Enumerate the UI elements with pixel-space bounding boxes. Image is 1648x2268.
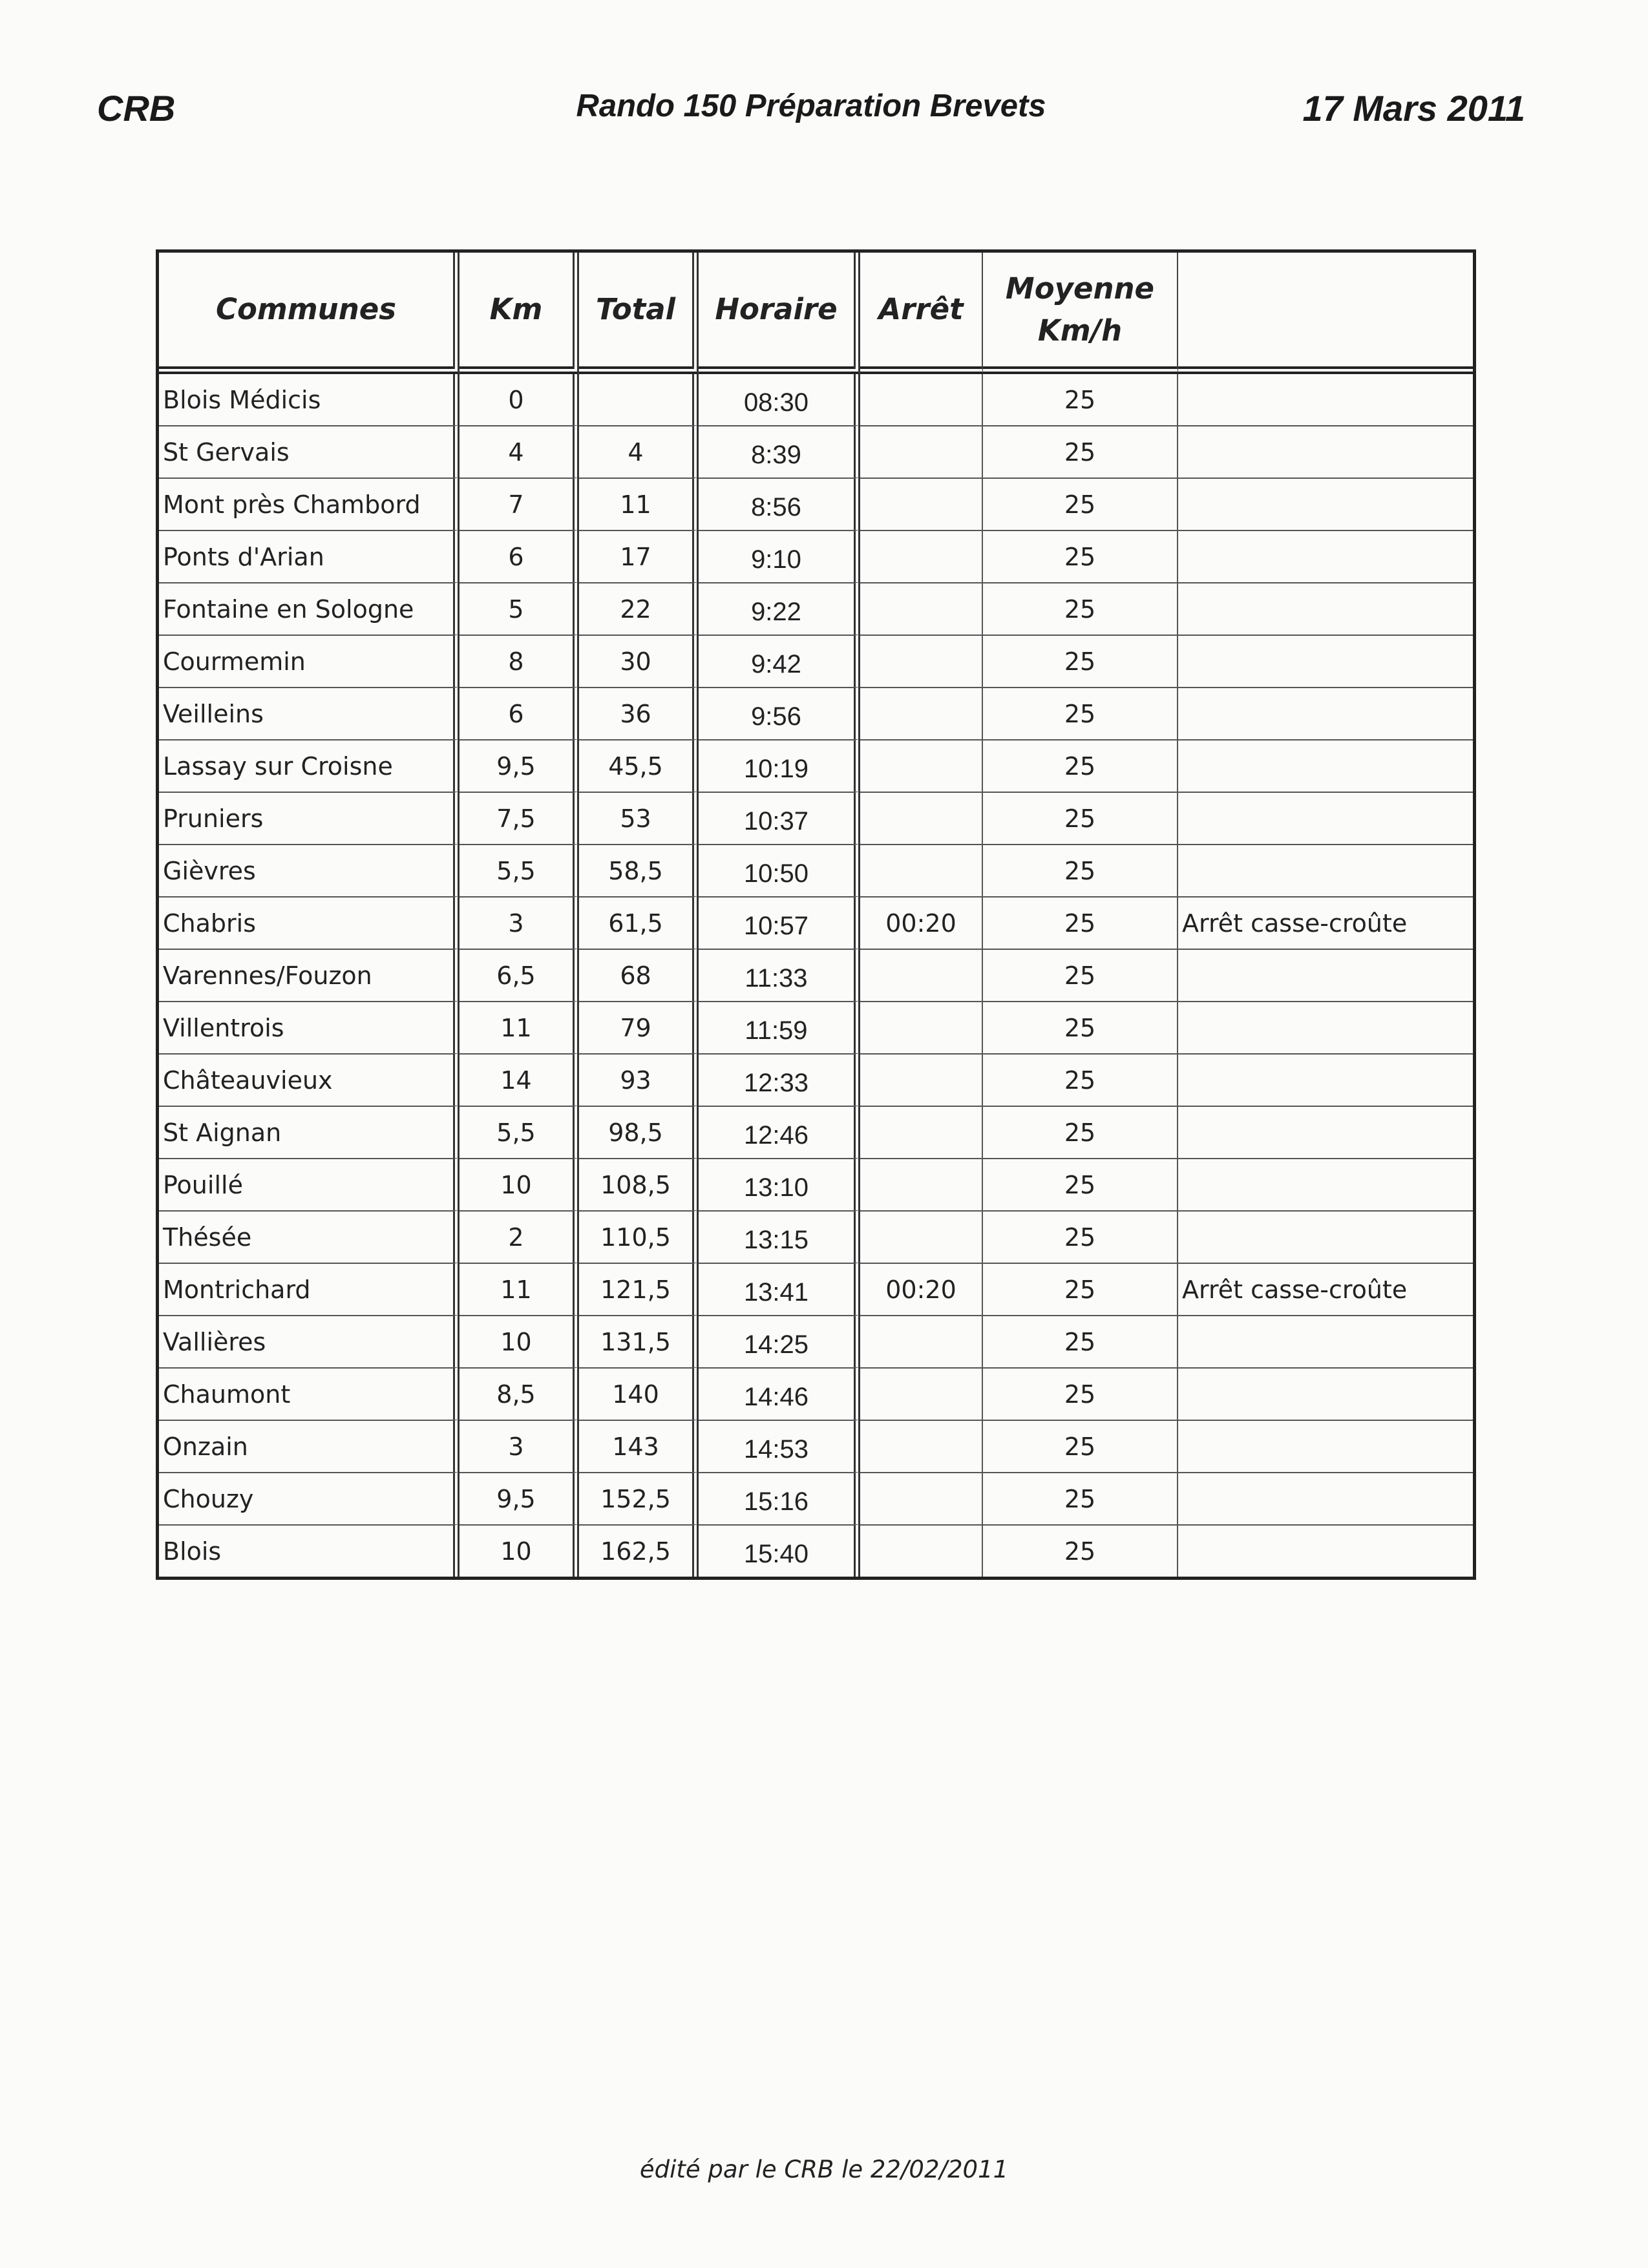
- cell-horaire: 08:30: [699, 374, 860, 425]
- cell-horaire: 10:57: [699, 896, 860, 949]
- cell-moyenne: 25: [983, 687, 1178, 739]
- cell-note: [1178, 792, 1473, 844]
- organization-name: CRB: [97, 88, 176, 129]
- cell-arret: [860, 1158, 983, 1210]
- cell-moyenne: 25: [983, 582, 1178, 635]
- cell-moyenne: 25: [983, 896, 1178, 949]
- cell-horaire: 9:10: [699, 530, 860, 582]
- cell-note: [1178, 635, 1473, 687]
- cell-arret: [860, 949, 983, 1001]
- cell-total: 162,5: [579, 1524, 699, 1577]
- cell-total: 121,5: [579, 1263, 699, 1315]
- table-row: [159, 1263, 1473, 1315]
- cell-horaire: 14:53: [699, 1420, 860, 1472]
- column-header-note: [1178, 253, 1473, 374]
- cell-km: 10: [460, 1315, 579, 1367]
- cell-moyenne: 25: [983, 1367, 1178, 1420]
- cell-moyenne: 25: [983, 792, 1178, 844]
- cell-moyenne: 25: [983, 739, 1178, 792]
- cell-horaire: 13:15: [699, 1210, 860, 1263]
- cell-arret: [860, 1053, 983, 1106]
- column-header-arret: Arrêt: [860, 253, 983, 374]
- cell-total: 131,5: [579, 1315, 699, 1367]
- cell-arret: [860, 844, 983, 896]
- cell-horaire: 9:42: [699, 635, 860, 687]
- cell-arret: [860, 1367, 983, 1420]
- cell-total: 22: [579, 582, 699, 635]
- cell-note: Arrêt casse-croûte: [1178, 896, 1473, 949]
- cell-note: [1178, 1524, 1473, 1577]
- cell-moyenne: 25: [983, 1158, 1178, 1210]
- table-header-row: [159, 253, 1473, 374]
- column-header-moyenne-line2: Km/h: [1037, 313, 1123, 348]
- cell-note: [1178, 425, 1473, 478]
- table-row: [159, 792, 1473, 844]
- cell-total: 110,5: [579, 1210, 699, 1263]
- table-row: [159, 478, 1473, 530]
- cell-commune: Vallières: [159, 1315, 460, 1367]
- table-row: [159, 687, 1473, 739]
- cell-note: [1178, 1210, 1473, 1263]
- cell-km: 0: [460, 374, 579, 425]
- cell-arret: 00:20: [860, 1263, 983, 1315]
- cell-note: [1178, 739, 1473, 792]
- cell-moyenne: 25: [983, 1106, 1178, 1158]
- cell-note: [1178, 478, 1473, 530]
- cell-km: 6,5: [460, 949, 579, 1001]
- table-row: [159, 530, 1473, 582]
- cell-arret: [860, 635, 983, 687]
- cell-arret: [860, 582, 983, 635]
- cell-total: [579, 374, 699, 425]
- cell-horaire: 9:22: [699, 582, 860, 635]
- column-header-moyenne-line1: Moyenne: [1005, 271, 1155, 306]
- cell-horaire: 8:39: [699, 425, 860, 478]
- cell-arret: [860, 425, 983, 478]
- cell-km: 10: [460, 1158, 579, 1210]
- cell-km: 3: [460, 1420, 579, 1472]
- table-row: [159, 896, 1473, 949]
- cell-note: [1178, 530, 1473, 582]
- cell-horaire: 12:46: [699, 1106, 860, 1158]
- cell-total: 93: [579, 1053, 699, 1106]
- table-row: [159, 635, 1473, 687]
- table-row: [159, 1420, 1473, 1472]
- cell-total: 143: [579, 1420, 699, 1472]
- document-title: Rando 150 Préparation Brevets: [576, 89, 1046, 123]
- cell-km: 11: [460, 1263, 579, 1315]
- cell-horaire: 10:19: [699, 739, 860, 792]
- cell-moyenne: 25: [983, 1472, 1178, 1524]
- cell-commune: Blois: [159, 1524, 460, 1577]
- cell-km: 2: [460, 1210, 579, 1263]
- table-row: [159, 739, 1473, 792]
- cell-note: [1178, 1053, 1473, 1106]
- cell-arret: [860, 1315, 983, 1367]
- table-body: [159, 374, 1473, 1577]
- cell-note: [1178, 1420, 1473, 1472]
- table-row: [159, 1158, 1473, 1210]
- cell-commune: Mont près Chambord: [159, 478, 460, 530]
- cell-horaire: 12:33: [699, 1053, 860, 1106]
- cell-arret: [860, 1001, 983, 1053]
- cell-moyenne: 25: [983, 1210, 1178, 1263]
- cell-km: 10: [460, 1524, 579, 1577]
- cell-moyenne: 25: [983, 1315, 1178, 1367]
- cell-km: 8,5: [460, 1367, 579, 1420]
- table-row: [159, 582, 1473, 635]
- cell-total: 17: [579, 530, 699, 582]
- cell-total: 98,5: [579, 1106, 699, 1158]
- cell-arret: [860, 1420, 983, 1472]
- cell-total: 36: [579, 687, 699, 739]
- cell-note: [1178, 1367, 1473, 1420]
- cell-arret: [860, 530, 983, 582]
- cell-horaire: 11:33: [699, 949, 860, 1001]
- cell-commune: Lassay sur Croisne: [159, 739, 460, 792]
- event-date: 17 Mars 2011: [1302, 88, 1525, 129]
- cell-arret: [860, 478, 983, 530]
- cell-moyenne: 25: [983, 1420, 1178, 1472]
- cell-total: 152,5: [579, 1472, 699, 1524]
- cell-horaire: 8:56: [699, 478, 860, 530]
- cell-moyenne: 25: [983, 374, 1178, 425]
- cell-arret: [860, 1524, 983, 1577]
- cell-km: 6: [460, 530, 579, 582]
- cell-commune: Montrichard: [159, 1263, 460, 1315]
- table-row: [159, 1472, 1473, 1524]
- cell-commune: Châteauvieux: [159, 1053, 460, 1106]
- cell-arret: [860, 1106, 983, 1158]
- cell-total: 140: [579, 1367, 699, 1420]
- cell-km: 7: [460, 478, 579, 530]
- cell-km: 7,5: [460, 792, 579, 844]
- cell-note: [1178, 687, 1473, 739]
- cell-arret: [860, 1472, 983, 1524]
- cell-horaire: 14:25: [699, 1315, 860, 1367]
- cell-moyenne: 25: [983, 844, 1178, 896]
- cell-km: 5,5: [460, 1106, 579, 1158]
- cell-horaire: 11:59: [699, 1001, 860, 1053]
- cell-commune: St Aignan: [159, 1106, 460, 1158]
- cell-horaire: 13:41: [699, 1263, 860, 1315]
- cell-km: 14: [460, 1053, 579, 1106]
- cell-moyenne: 25: [983, 1263, 1178, 1315]
- cell-commune: Thésée: [159, 1210, 460, 1263]
- cell-commune: Blois Médicis: [159, 374, 460, 425]
- cell-commune: Ponts d'Arian: [159, 530, 460, 582]
- cell-commune: Chabris: [159, 896, 460, 949]
- table-row: [159, 1001, 1473, 1053]
- cell-note: [1178, 1315, 1473, 1367]
- table-row: [159, 1053, 1473, 1106]
- cell-arret: 00:20: [860, 896, 983, 949]
- cell-total: 68: [579, 949, 699, 1001]
- cell-km: 11: [460, 1001, 579, 1053]
- cell-horaire: 9:56: [699, 687, 860, 739]
- cell-horaire: 15:40: [699, 1524, 860, 1577]
- table-row: [159, 1367, 1473, 1420]
- cell-note: [1178, 1158, 1473, 1210]
- footer-edited-note: édité par le CRB le 22/02/2011: [639, 2156, 1009, 2183]
- cell-km: 3: [460, 896, 579, 949]
- cell-moyenne: 25: [983, 1524, 1178, 1577]
- column-header-moyenne: [983, 253, 1178, 374]
- cell-moyenne: 25: [983, 478, 1178, 530]
- cell-km: 9,5: [460, 739, 579, 792]
- cell-horaire: 15:16: [699, 1472, 860, 1524]
- table-row: [159, 425, 1473, 478]
- route-schedule-table: [156, 249, 1476, 1580]
- cell-km: 5,5: [460, 844, 579, 896]
- cell-commune: Villentrois: [159, 1001, 460, 1053]
- cell-commune: Varennes/Fouzon: [159, 949, 460, 1001]
- cell-horaire: 10:50: [699, 844, 860, 896]
- cell-total: 61,5: [579, 896, 699, 949]
- table-row: [159, 949, 1473, 1001]
- cell-total: 108,5: [579, 1158, 699, 1210]
- table-row: [159, 1210, 1473, 1263]
- cell-note: [1178, 844, 1473, 896]
- column-header-horaire: Horaire: [699, 253, 860, 374]
- cell-moyenne: 25: [983, 425, 1178, 478]
- cell-km: 5: [460, 582, 579, 635]
- cell-total: 30: [579, 635, 699, 687]
- cell-commune: Onzain: [159, 1420, 460, 1472]
- cell-total: 4: [579, 425, 699, 478]
- cell-total: 53: [579, 792, 699, 844]
- cell-note: [1178, 949, 1473, 1001]
- cell-horaire: 14:46: [699, 1367, 860, 1420]
- cell-commune: Chaumont: [159, 1367, 460, 1420]
- cell-arret: [860, 687, 983, 739]
- cell-horaire: 13:10: [699, 1158, 860, 1210]
- cell-note: [1178, 1472, 1473, 1524]
- cell-commune: Veilleins: [159, 687, 460, 739]
- table-row: [159, 1315, 1473, 1367]
- cell-moyenne: 25: [983, 635, 1178, 687]
- cell-moyenne: 25: [983, 1053, 1178, 1106]
- cell-commune: Pouillé: [159, 1158, 460, 1210]
- table-row: [159, 844, 1473, 896]
- column-header-km: Km: [460, 253, 579, 374]
- cell-commune: Chouzy: [159, 1472, 460, 1524]
- cell-km: 8: [460, 635, 579, 687]
- cell-moyenne: 25: [983, 949, 1178, 1001]
- cell-arret: [860, 1210, 983, 1263]
- table-row: [159, 1106, 1473, 1158]
- cell-km: 4: [460, 425, 579, 478]
- cell-total: 45,5: [579, 739, 699, 792]
- cell-commune: Courmemin: [159, 635, 460, 687]
- cell-km: 9,5: [460, 1472, 579, 1524]
- table-row: [159, 1524, 1473, 1577]
- cell-note: Arrêt casse-croûte: [1178, 1263, 1473, 1315]
- cell-commune: St Gervais: [159, 425, 460, 478]
- cell-note: [1178, 1001, 1473, 1053]
- cell-moyenne: 25: [983, 530, 1178, 582]
- column-header-total: Total: [579, 253, 699, 374]
- cell-total: 58,5: [579, 844, 699, 896]
- cell-note: [1178, 374, 1473, 425]
- cell-arret: [860, 792, 983, 844]
- cell-arret: [860, 739, 983, 792]
- cell-moyenne: 25: [983, 1001, 1178, 1053]
- cell-horaire: 10:37: [699, 792, 860, 844]
- cell-total: 11: [579, 478, 699, 530]
- cell-commune: Gièvres: [159, 844, 460, 896]
- cell-note: [1178, 1106, 1473, 1158]
- cell-commune: Pruniers: [159, 792, 460, 844]
- column-header-communes: Communes: [159, 253, 460, 374]
- cell-arret: [860, 374, 983, 425]
- cell-total: 79: [579, 1001, 699, 1053]
- cell-km: 6: [460, 687, 579, 739]
- cell-commune: Fontaine en Sologne: [159, 582, 460, 635]
- cell-note: [1178, 582, 1473, 635]
- table-row: [159, 374, 1473, 425]
